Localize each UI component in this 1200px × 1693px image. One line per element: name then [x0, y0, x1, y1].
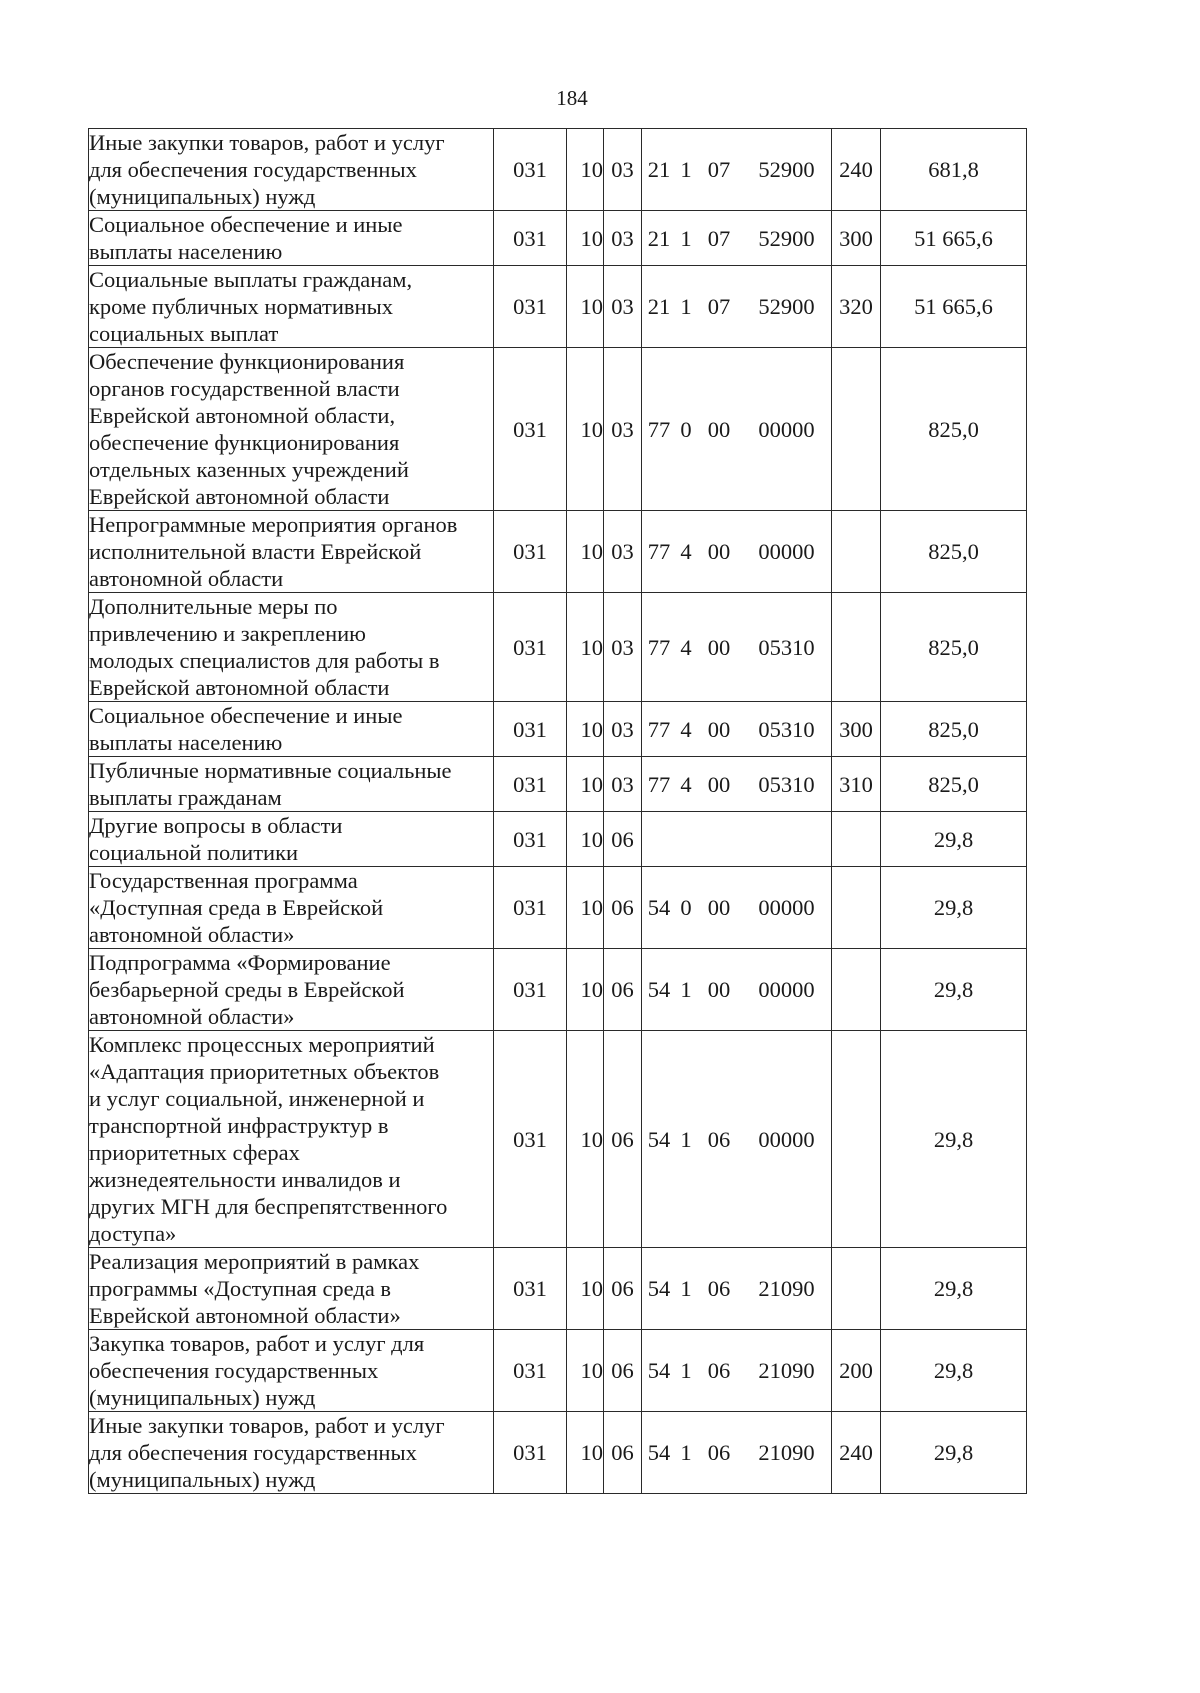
cell-ministry-code: 031 — [494, 266, 567, 348]
cell-target-article-code — [642, 757, 832, 812]
cell-subsection-code: 06 — [604, 1412, 642, 1494]
cell-subsection-code: 06 — [604, 1031, 642, 1248]
cell-ministry-code: 031 — [494, 1330, 567, 1412]
cell-ministry-code: 031 — [494, 129, 567, 211]
target-article-code-part: 00000 — [758, 895, 815, 920]
cell-amount: 825,0 — [881, 348, 1027, 511]
cell-amount: 51 665,6 — [881, 266, 1027, 348]
item-name-line: выплаты населению — [89, 730, 283, 755]
target-article-code-part: 00000 — [758, 416, 815, 442]
table-row — [89, 129, 1027, 211]
table-row — [89, 702, 1027, 757]
target-article-code-part: 00000 — [758, 1126, 815, 1152]
target-article-code-part: 21 — [647, 225, 671, 251]
item-name-line: кроме публичных нормативных — [89, 294, 393, 319]
cell-expense-type-code: 240 — [832, 129, 881, 211]
item-name-line: Еврейской автономной области — [89, 484, 390, 509]
target-article-code-part: 06 — [707, 1358, 731, 1383]
cell-subsection-code: 06 — [604, 1248, 642, 1330]
cell-expense-type-code — [832, 348, 881, 511]
cell-item-name — [89, 348, 494, 511]
target-article-code-part: 52900 — [758, 294, 815, 319]
target-article-code-part: 77 — [647, 634, 671, 660]
target-article-code-part: 54 — [647, 977, 671, 1002]
target-article-code-part: 00 — [707, 771, 731, 797]
item-name-line: доступа» — [89, 1221, 177, 1246]
cell-section-code: 10 — [567, 1248, 604, 1330]
cell-ministry-code: 031 — [494, 702, 567, 757]
cell-section-code: 10 — [567, 1412, 604, 1494]
item-name-line: (муниципальных) нужд — [89, 184, 316, 209]
item-name-line: автономной области» — [89, 1004, 295, 1029]
cell-target-article-code — [642, 1330, 832, 1412]
cell-expense-type-code: 240 — [832, 1412, 881, 1494]
cell-item-name — [89, 867, 494, 949]
item-name-line: других МГН для беспрепятственного — [89, 1194, 448, 1219]
cell-expense-type-code — [832, 867, 881, 949]
item-name-line: обеспечения государственных — [89, 1358, 379, 1383]
item-name-line: Еврейской автономной области» — [89, 1303, 401, 1328]
cell-target-article-code — [642, 129, 832, 211]
target-article-code-part: 52900 — [758, 157, 815, 182]
budget-table-body — [89, 129, 1027, 1494]
table-row — [89, 348, 1027, 511]
cell-amount: 825,0 — [881, 702, 1027, 757]
cell-target-article-code — [642, 1031, 832, 1248]
item-name-line: Подпрограмма «Формирование — [89, 950, 391, 975]
item-name-line: Закупка товаров, работ и услуг для — [89, 1331, 425, 1356]
target-article-code-part: 00 — [707, 977, 731, 1002]
cell-ministry-code: 031 — [494, 867, 567, 949]
table-row — [89, 867, 1027, 949]
cell-target-article-code — [642, 211, 832, 266]
table-row — [89, 1031, 1027, 1248]
cell-amount: 681,8 — [881, 129, 1027, 211]
cell-amount: 29,8 — [881, 867, 1027, 949]
cell-item-name — [89, 266, 494, 348]
cell-item-name — [89, 1248, 494, 1330]
cell-target-article-code — [642, 266, 832, 348]
cell-expense-type-code — [832, 511, 881, 593]
target-article-code-part: 00000 — [758, 977, 815, 1002]
item-name-line: автономной области» — [89, 922, 295, 947]
item-name-line: жизнедеятельности инвалидов и — [89, 1167, 401, 1192]
item-name-line: Иные закупки товаров, работ и услуг — [89, 1413, 445, 1438]
cell-section-code: 10 — [567, 1031, 604, 1248]
cell-item-name — [89, 129, 494, 211]
table-row — [89, 949, 1027, 1031]
cell-subsection-code: 06 — [604, 867, 642, 949]
cell-expense-type-code: 300 — [832, 211, 881, 266]
target-article-code-part: 77 — [647, 539, 671, 564]
target-article-code-part: 05310 — [758, 771, 815, 797]
cell-ministry-code: 031 — [494, 1031, 567, 1248]
cell-ministry-code: 031 — [494, 949, 567, 1031]
item-name-line: молодых специалистов для работы в — [89, 648, 440, 673]
item-name-line: социальной политики — [89, 840, 299, 865]
cell-ministry-code: 031 — [494, 757, 567, 812]
item-name-line: Социальное обеспечение и иные — [89, 212, 403, 237]
cell-item-name — [89, 593, 494, 702]
target-article-code-part: 1 — [680, 1440, 692, 1465]
item-name-line: выплаты гражданам — [89, 785, 282, 810]
cell-amount: 51 665,6 — [881, 211, 1027, 266]
table-row — [89, 593, 1027, 702]
target-article-code-part: 54 — [647, 895, 671, 920]
target-article-code-part: 00 — [707, 539, 731, 564]
cell-expense-type-code: 200 — [832, 1330, 881, 1412]
target-article-code-part: 06 — [707, 1126, 731, 1152]
cell-amount: 825,0 — [881, 593, 1027, 702]
cell-subsection-code: 03 — [604, 511, 642, 593]
item-name-line: Непрограммные мероприятия органов — [89, 512, 458, 537]
cell-amount: 825,0 — [881, 757, 1027, 812]
cell-item-name — [89, 812, 494, 867]
target-article-code-part: 52900 — [758, 225, 815, 251]
item-name-line: Социальные выплаты гражданам, — [89, 267, 413, 292]
table-row — [89, 211, 1027, 266]
item-name-line: приоритетных сферах — [89, 1140, 300, 1165]
cell-item-name — [89, 1330, 494, 1412]
target-article-code-part: 77 — [647, 771, 671, 797]
cell-expense-type-code — [832, 812, 881, 867]
target-article-code-part: 0 — [680, 895, 692, 920]
item-name-line: привлечению и закреплению — [89, 621, 366, 646]
cell-expense-type-code: 320 — [832, 266, 881, 348]
target-article-code-part: 00 — [707, 716, 731, 742]
cell-target-article-code — [642, 1412, 832, 1494]
cell-item-name — [89, 949, 494, 1031]
cell-subsection-code: 03 — [604, 211, 642, 266]
cell-section-code: 10 — [567, 129, 604, 211]
cell-item-name — [89, 1031, 494, 1248]
target-article-code-part: 00 — [707, 416, 731, 442]
table-row — [89, 1412, 1027, 1494]
budget-table — [88, 128, 1027, 1494]
cell-subsection-code: 06 — [604, 1330, 642, 1412]
item-name-line: транспортной инфраструктур в — [89, 1113, 389, 1138]
item-name-line: Социальное обеспечение и иные — [89, 703, 403, 728]
cell-section-code: 10 — [567, 757, 604, 812]
target-article-code-part: 54 — [647, 1126, 671, 1152]
cell-amount: 29,8 — [881, 1031, 1027, 1248]
target-article-code-part: 21090 — [758, 1358, 815, 1383]
target-article-code-part: 07 — [707, 294, 731, 319]
target-article-code-part: 00 — [707, 634, 731, 660]
table-row — [89, 757, 1027, 812]
cell-ministry-code: 031 — [494, 812, 567, 867]
cell-expense-type-code: 310 — [832, 757, 881, 812]
cell-section-code: 10 — [567, 511, 604, 593]
item-name-line: (муниципальных) нужд — [89, 1385, 316, 1410]
cell-item-name — [89, 511, 494, 593]
item-name-line: для обеспечения государственных — [89, 1440, 417, 1465]
cell-section-code: 10 — [567, 867, 604, 949]
item-name-line: Государственная программа — [89, 868, 358, 893]
item-name-line: исполнительной власти Еврейской — [89, 539, 422, 564]
cell-section-code: 10 — [567, 702, 604, 757]
target-article-code-part: 06 — [707, 1276, 731, 1301]
table-row — [89, 1330, 1027, 1412]
item-name-line: программы «Доступная среда в — [89, 1276, 392, 1301]
cell-expense-type-code — [832, 1031, 881, 1248]
item-name-line: автономной области — [89, 566, 284, 591]
cell-subsection-code: 03 — [604, 266, 642, 348]
target-article-code-part: 4 — [680, 771, 692, 797]
target-article-code-part: 1 — [680, 294, 692, 319]
cell-ministry-code: 031 — [494, 1248, 567, 1330]
target-article-code-part: 4 — [680, 716, 692, 742]
target-article-code-part: 1 — [680, 1276, 692, 1301]
cell-item-name — [89, 211, 494, 266]
item-name-line: социальных выплат — [89, 321, 279, 346]
cell-amount: 825,0 — [881, 511, 1027, 593]
cell-target-article-code — [642, 867, 832, 949]
target-article-code-part: 21090 — [758, 1276, 815, 1301]
table-row — [89, 812, 1027, 867]
cell-ministry-code: 031 — [494, 511, 567, 593]
item-name-line: отдельных казенных учреждений — [89, 457, 409, 482]
cell-ministry-code: 031 — [494, 211, 567, 266]
cell-subsection-code: 03 — [604, 702, 642, 757]
item-name-line: безбарьерной среды в Еврейской — [89, 977, 405, 1002]
target-article-code-part: 77 — [647, 416, 671, 442]
item-name-line: и услуг социальной, инженерной и — [89, 1086, 425, 1111]
item-name-line: Реализация мероприятий в рамках — [89, 1249, 420, 1274]
target-article-code-part: 07 — [707, 225, 731, 251]
table-row — [89, 511, 1027, 593]
cell-target-article-code — [642, 348, 832, 511]
item-name-line: обеспечение функционирования — [89, 430, 400, 455]
target-article-code-part: 1 — [680, 977, 692, 1002]
cell-subsection-code: 03 — [604, 348, 642, 511]
cell-item-name — [89, 757, 494, 812]
target-article-code-part: 4 — [680, 539, 692, 564]
cell-ministry-code: 031 — [494, 1412, 567, 1494]
cell-item-name — [89, 1412, 494, 1494]
cell-subsection-code: 06 — [604, 812, 642, 867]
cell-section-code: 10 — [567, 949, 604, 1031]
item-name-line: «Доступная среда в Еврейской — [89, 895, 384, 920]
cell-section-code: 10 — [567, 1330, 604, 1412]
item-name-line: Иные закупки товаров, работ и услуг — [89, 130, 445, 155]
cell-expense-type-code — [832, 593, 881, 702]
cell-amount: 29,8 — [881, 1330, 1027, 1412]
table-row — [89, 1248, 1027, 1330]
target-article-code-part: 21 — [647, 294, 671, 319]
target-article-code-part: 05310 — [758, 716, 815, 742]
cell-amount: 29,8 — [881, 1412, 1027, 1494]
target-article-code-part: 54 — [647, 1276, 671, 1301]
target-article-code-part: 77 — [647, 716, 671, 742]
cell-subsection-code: 03 — [604, 129, 642, 211]
cell-target-article-code — [642, 511, 832, 593]
item-name-line: Комплекс процессных мероприятий — [89, 1032, 435, 1057]
cell-subsection-code: 06 — [604, 949, 642, 1031]
cell-ministry-code: 031 — [494, 348, 567, 511]
target-article-code-part: 07 — [707, 157, 731, 182]
target-article-code-part: 54 — [647, 1440, 671, 1465]
target-article-code-part: 1 — [680, 1126, 692, 1152]
target-article-code-part: 4 — [680, 634, 692, 660]
cell-section-code: 10 — [567, 211, 604, 266]
cell-target-article-code — [642, 812, 832, 867]
target-article-code-part: 00 — [707, 895, 731, 920]
item-name-line: Обеспечение функционирования — [89, 349, 405, 374]
target-article-code-part: 21 — [647, 157, 671, 182]
item-name-line: Дополнительные меры по — [89, 594, 338, 619]
cell-expense-type-code: 300 — [832, 702, 881, 757]
target-article-code-part: 1 — [680, 157, 692, 182]
item-name-line: выплаты населению — [89, 239, 283, 264]
target-article-code-part: 00000 — [758, 539, 815, 564]
cell-amount: 29,8 — [881, 1248, 1027, 1330]
target-article-code-part: 1 — [680, 1358, 692, 1383]
item-name-line: Еврейской автономной области, — [89, 403, 396, 428]
item-name-line: органов государственной власти — [89, 376, 400, 401]
cell-target-article-code — [642, 593, 832, 702]
cell-amount: 29,8 — [881, 949, 1027, 1031]
target-article-code-part: 54 — [647, 1358, 671, 1383]
page-number: 184 — [556, 86, 588, 110]
cell-item-name — [89, 702, 494, 757]
cell-target-article-code — [642, 949, 832, 1031]
table-row — [89, 266, 1027, 348]
target-article-code-part: 21090 — [758, 1440, 815, 1465]
target-article-code-part: 06 — [707, 1440, 731, 1465]
cell-section-code: 10 — [567, 812, 604, 867]
target-article-code-part: 0 — [680, 416, 692, 442]
item-name-line: Публичные нормативные социальные — [89, 758, 452, 783]
item-name-line: Еврейской автономной области — [89, 675, 390, 700]
item-name-line: «Адаптация приоритетных объектов — [89, 1059, 440, 1084]
cell-section-code: 10 — [567, 348, 604, 511]
cell-section-code: 10 — [567, 266, 604, 348]
cell-section-code: 10 — [567, 593, 604, 702]
cell-subsection-code: 03 — [604, 593, 642, 702]
cell-expense-type-code — [832, 1248, 881, 1330]
cell-subsection-code: 03 — [604, 757, 642, 812]
item-name-line: Другие вопросы в области — [89, 813, 343, 838]
item-name-line: для обеспечения государственных — [89, 157, 417, 182]
cell-target-article-code — [642, 1248, 832, 1330]
cell-ministry-code: 031 — [494, 593, 567, 702]
target-article-code-part: 05310 — [758, 634, 815, 660]
target-article-code-part: 1 — [680, 225, 692, 251]
cell-target-article-code — [642, 702, 832, 757]
cell-amount: 29,8 — [881, 812, 1027, 867]
cell-expense-type-code — [832, 949, 881, 1031]
item-name-line: (муниципальных) нужд — [89, 1467, 316, 1492]
